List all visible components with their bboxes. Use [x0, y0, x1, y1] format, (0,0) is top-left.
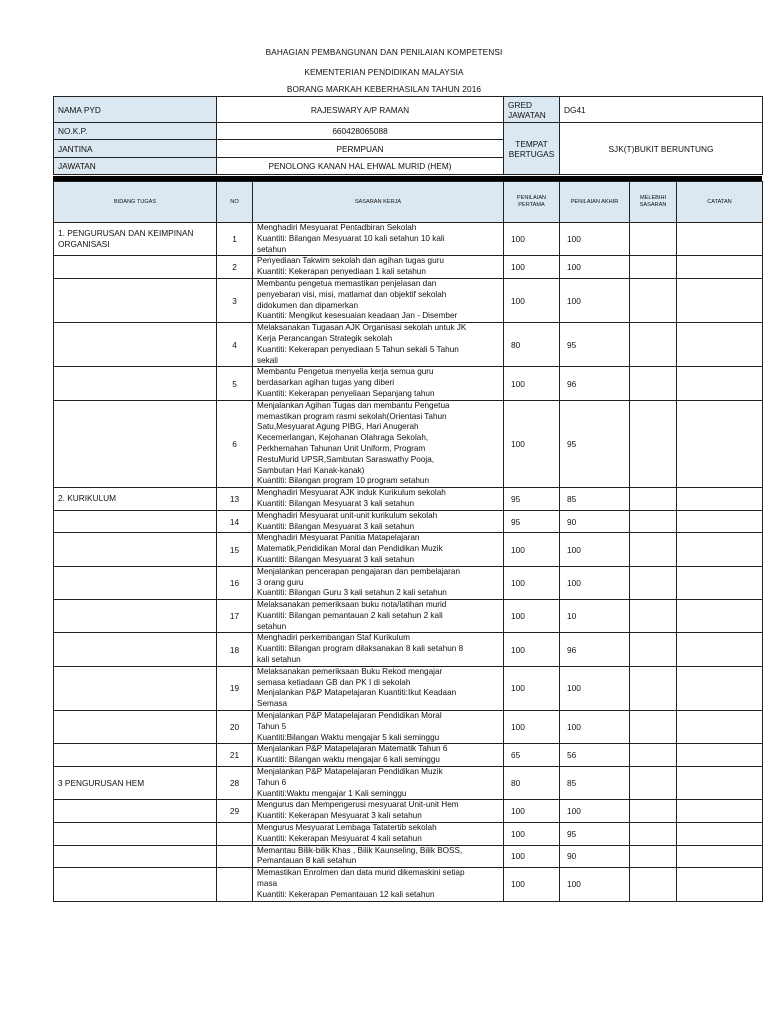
sasaran-line: RestuMurid UPSR,Sambutan Saraswathy Pooja, [257, 454, 435, 464]
bidang-tugas-cell [54, 367, 217, 400]
sasaran-line: Menjalankan P&P Matapelajaran Matematik Tahun 6 [257, 744, 448, 754]
penilaian-akhir-cell: 100 [560, 278, 630, 322]
sasaran-line: Memastikan Enrolmen dan data murid dikemaskini setiap [257, 868, 465, 878]
melebihi-sasaran-cell [630, 323, 677, 367]
row-no-cell [217, 823, 253, 846]
sasaran-line: Kerja Perancangan Strategik sekolah [257, 333, 393, 343]
sasaran-kerja-cell [253, 666, 504, 710]
sasaran-line: Menjalankan P&P Matapelajaran Kuantiti:Ikut Keadaan [257, 688, 457, 698]
sasaran-line: memastikan program rasmi sekolah(Orientasi Tahun [257, 411, 447, 421]
melebihi-sasaran-cell [630, 256, 677, 279]
sasaran-line: Kuantiti: Kekerapan penyeliaan Sepanjang tahun [257, 388, 435, 398]
row-no-cell: 18 [217, 633, 253, 666]
table-row [54, 566, 763, 599]
catatan-cell [677, 666, 763, 710]
penilaian-akhir-cell: 95 [560, 400, 630, 487]
melebihi-sasaran-cell [630, 223, 677, 256]
nama-value: RAJESWARY A/P RAMAN [217, 97, 504, 123]
tempat-value: SJK(T)BUKIT BERUNTUNG [560, 123, 763, 175]
sasaran-line: Melaksanakan pemeriksaan buku nota/latihan murid [257, 600, 447, 610]
catatan-cell [677, 600, 763, 633]
penilaian-akhir-cell: 85 [560, 488, 630, 511]
catatan-cell [677, 767, 763, 800]
row-no-cell: 2 [217, 256, 253, 279]
table-row [54, 223, 763, 256]
sasaran-line: berdasarkan agihan tugas yang diberi [257, 378, 395, 388]
row-no-cell: 14 [217, 510, 253, 533]
penilaian-akhir-cell: 95 [560, 323, 630, 367]
bidang-tugas-cell [54, 744, 217, 767]
bidang-tugas-cell [54, 845, 217, 868]
nokp-label: NO.K.P. [54, 123, 217, 140]
sasaran-line: Kuantiti: Kekerapan Mesyuarat 4 kali setahun [257, 833, 422, 843]
info-table [53, 96, 763, 175]
melebihi-sasaran-cell [630, 367, 677, 400]
sasaran-kerja-cell [253, 767, 504, 800]
col-sasaran: SASARAN KERJA [253, 182, 504, 223]
sasaran-kerja-cell [253, 600, 504, 633]
sasaran-kerja-cell [253, 845, 504, 868]
header-line-3: BORANG MARKAH KEBERHASILAN TAHUN 2016 [286, 84, 482, 94]
sasaran-line: Menjalankan P&P Matapelajaran Pendidikan Muzik [257, 767, 443, 777]
table-row [54, 633, 763, 666]
sasaran-kerja-cell [253, 868, 504, 901]
gred-value: DG41 [560, 97, 763, 123]
sasaran-line: Tahun 5 [257, 721, 287, 731]
row-no-cell: 19 [217, 666, 253, 710]
melebihi-sasaran-cell [630, 868, 677, 901]
sasaran-line: Perkhemahan Tahunan Unit Uniform, Program [257, 443, 426, 453]
sasaran-kerja-cell [253, 400, 504, 487]
penilaian-akhir-cell: 96 [560, 367, 630, 400]
penilaian-pertama-cell: 95 [504, 510, 560, 533]
penilaian-pertama-cell: 100 [504, 367, 560, 400]
penilaian-pertama-cell: 100 [504, 533, 560, 566]
penilaian-akhir-cell: 100 [560, 711, 630, 744]
sasaran-line: Pemantauan 8 kali setahun [257, 856, 357, 866]
penilaian-akhir-cell: 90 [560, 510, 630, 533]
row-no-cell [217, 845, 253, 868]
catatan-cell [677, 488, 763, 511]
bidang-tugas-cell [54, 566, 217, 599]
penilaian-pertama-cell: 95 [504, 488, 560, 511]
sasaran-line: Kuantiti: Kekerapan penyediaan 5 Tahun sekali 5 Tahun [257, 344, 459, 354]
penilaian-akhir-cell: 100 [560, 223, 630, 256]
penilaian-akhir-cell: 100 [560, 566, 630, 599]
penilaian-pertama-cell: 100 [504, 868, 560, 901]
sasaran-line: Menghadiri Mesyuarat Panitia Matapelajaran [257, 533, 420, 543]
penilaian-pertama-cell: 100 [504, 256, 560, 279]
sasaran-line: Kuantiti: Bilangan Mesyuarat 3 kali setahun [257, 498, 415, 508]
sasaran-line: Menghadiri perkembangan Staf Kurikulum [257, 633, 410, 643]
header-line-1: BAHAGIAN PEMBANGUNAN DAN PENILAIAN KOMPETENSI [265, 47, 503, 57]
sasaran-line: 3 orang guru [257, 577, 304, 587]
sasaran-line: Menjalankan Agihan Tugas dan membantu Pengetua [257, 400, 450, 410]
sasaran-line: Menghadiri Mesyuarat AJK induk Kurikulum sekolah [257, 488, 446, 498]
col-no: NO [217, 182, 253, 223]
penilaian-akhir-cell: 85 [560, 767, 630, 800]
row-no-cell: 29 [217, 800, 253, 823]
sasaran-kerja-cell [253, 488, 504, 511]
sasaran-line: penyebaran visi, misi, matlamat dan objektif sekolah [257, 289, 447, 299]
row-no-cell: 13 [217, 488, 253, 511]
gred-label: GRED JAWATAN [504, 97, 560, 123]
sasaran-line: didokumen dan dipamerkan [257, 300, 359, 310]
penilaian-akhir-cell: 10 [560, 600, 630, 633]
table-row [54, 744, 763, 767]
penilaian-pertama-cell: 100 [504, 800, 560, 823]
sasaran-line: Kuantiti:Waktu mengajar 1 Kali seminggu [257, 788, 407, 798]
penilaian-akhir-cell: 90 [560, 845, 630, 868]
sasaran-kerja-cell [253, 256, 504, 279]
catatan-cell [677, 823, 763, 846]
row-no-cell [217, 868, 253, 901]
col-catatan: CATATAN [677, 182, 763, 223]
sasaran-line: Tahun 6 [257, 777, 287, 787]
penilaian-pertama-cell: 100 [504, 711, 560, 744]
penilaian-pertama-cell: 80 [504, 323, 560, 367]
melebihi-sasaran-cell [630, 488, 677, 511]
sasaran-line: sekali [257, 355, 278, 365]
melebihi-sasaran-cell [630, 400, 677, 487]
penilaian-pertama-cell: 100 [504, 823, 560, 846]
bidang-tugas-cell [54, 510, 217, 533]
table-row [54, 367, 763, 400]
sasaran-line: Memantau Bilik-bilik Khas , Bilik Kaunseling, Bilik BOSS, [257, 845, 463, 855]
melebihi-sasaran-cell [630, 767, 677, 800]
sasaran-line: Kecemerlangan, Kejohanan Olahraga Sekolah, [257, 433, 429, 443]
jantina-value: PERMPUAN [217, 140, 504, 158]
melebihi-sasaran-cell [630, 533, 677, 566]
jawatan-label: JAWATAN [54, 158, 217, 175]
sasaran-line: Sambutan Hari Kanak-kanak) [257, 465, 365, 475]
bidang-tugas-cell [54, 400, 217, 487]
bidang-tugas-cell [54, 711, 217, 744]
row-no-cell: 4 [217, 323, 253, 367]
sasaran-line: Mengurus Mesyuarat Lembaga Tatatertib sekolah [257, 823, 437, 833]
sasaran-kerja-cell [253, 510, 504, 533]
table-row [54, 256, 763, 279]
bidang-tugas-cell [54, 666, 217, 710]
penilaian-akhir-cell: 56 [560, 744, 630, 767]
bidang-tugas-cell: 1. PENGURUSAN DAN KEIMPINAN ORGANISASI [54, 223, 217, 256]
sasaran-line: Penyediaan Takwim sekolah dan agihan tugas guru [257, 256, 444, 266]
catatan-cell [677, 633, 763, 666]
row-no-cell: 5 [217, 367, 253, 400]
row-no-cell: 1 [217, 223, 253, 256]
sasaran-line: Kuantiti: Kekerapan Mesyuarat 3 kali setahun [257, 811, 422, 821]
table-row [54, 666, 763, 710]
melebihi-sasaran-cell [630, 823, 677, 846]
sasaran-line: Kuantiti: Kekerapan penyediaan 1 kali setahun [257, 267, 426, 277]
bidang-tugas-cell [54, 800, 217, 823]
catatan-cell [677, 510, 763, 533]
catatan-cell [677, 533, 763, 566]
melebihi-sasaran-cell [630, 800, 677, 823]
catatan-cell [677, 711, 763, 744]
table-row [54, 767, 763, 800]
penilaian-akhir-cell: 100 [560, 256, 630, 279]
penilaian-pertama-cell: 100 [504, 845, 560, 868]
sasaran-line: Semasa [257, 699, 288, 709]
sasaran-line: kali setahun [257, 655, 301, 665]
melebihi-sasaran-cell [630, 278, 677, 322]
sasaran-line: Kuantiti: Bilangan Mesyuarat 3 kali setahun [257, 554, 415, 564]
sasaran-line: Menghadiri Mesyuarat Pentadbiran Sekolah [257, 223, 417, 232]
row-no-cell: 17 [217, 600, 253, 633]
table-row [54, 845, 763, 868]
catatan-cell [677, 566, 763, 599]
table-row [54, 868, 763, 901]
row-no-cell: 3 [217, 278, 253, 322]
bidang-tugas-cell [54, 256, 217, 279]
row-no-cell: 20 [217, 711, 253, 744]
catatan-cell [677, 868, 763, 901]
penilaian-pertama-cell: 100 [504, 223, 560, 256]
row-no-cell: 16 [217, 566, 253, 599]
penilaian-pertama-cell: 100 [504, 666, 560, 710]
sasaran-line: Melaksanakan Tugasan AJK Organisasi sekolah untuk JK [257, 323, 467, 333]
row-no-cell: 6 [217, 400, 253, 487]
melebihi-sasaran-cell [630, 845, 677, 868]
penilaian-pertama-cell: 100 [504, 278, 560, 322]
penilaian-pertama-cell: 100 [504, 400, 560, 487]
penilaian-pertama-cell: 65 [504, 744, 560, 767]
sasaran-kerja-cell [253, 566, 504, 599]
catatan-cell [677, 278, 763, 322]
tempat-label: TEMPAT BERTUGAS [504, 123, 560, 175]
catatan-cell [677, 367, 763, 400]
catatan-cell [677, 845, 763, 868]
catatan-cell [677, 223, 763, 256]
bidang-tugas-cell: 3 PENGURUSAN HEM [54, 767, 217, 800]
sasaran-line: Menghadiri Mesyuarat unit-unit kurikulum sekolah [257, 510, 438, 520]
sasaran-kerja-cell [253, 711, 504, 744]
sasaran-line: Kuantiti: Bilangan Mesyuarat 10 kali setahun 10 kali [257, 233, 445, 243]
row-no-cell: 28 [217, 767, 253, 800]
sasaran-line: Mengurus dan Mempengerusi mesyuarat Unit-unit Hem [257, 800, 459, 810]
sasaran-kerja-cell [253, 367, 504, 400]
catatan-cell [677, 800, 763, 823]
penilaian-pertama-cell: 80 [504, 767, 560, 800]
catatan-cell [677, 400, 763, 487]
sasaran-line: Membantu Pengetua menyelia kerja semua guru [257, 367, 434, 377]
bidang-tugas-cell [54, 323, 217, 367]
sasaran-line: Kuantiti: Kekerapan Pemantauan 12 kali setahun [257, 889, 435, 899]
sasaran-line: Kuantiti: Bilangan waktu mengajar 6 kali seminggu [257, 755, 440, 765]
sasaran-line: Kuantiti: Bilangan program 10 program setahun [257, 476, 430, 486]
table-row [54, 278, 763, 322]
sasaran-kerja-cell [253, 278, 504, 322]
col-pertama: PENILAIAN PERTAMA [504, 182, 560, 223]
sasaran-line: semasa ketiadaan GB dan PK I di sekolah [257, 677, 411, 687]
table-row [54, 323, 763, 367]
penilaian-akhir-cell: 100 [560, 868, 630, 901]
catatan-cell [677, 744, 763, 767]
penilaian-akhir-cell: 100 [560, 800, 630, 823]
header-line-2: KEMENTERIAN PENDIDIKAN MALAYSIA [304, 67, 464, 77]
bidang-tugas-cell [54, 278, 217, 322]
sasaran-kerja-cell [253, 533, 504, 566]
melebihi-sasaran-cell [630, 566, 677, 599]
sasaran-line: setahun [257, 621, 287, 631]
sasaran-line: Satu,Mesyuarat Agung PIBG, Hari Anugerah [257, 422, 419, 432]
sasaran-line: Kuantiti:Bilangan Waktu mengajar 5 kali seminggu [257, 732, 440, 742]
col-bidang: BIDANG TUGAS [54, 182, 217, 223]
table-row [54, 533, 763, 566]
sasaran-line: Melaksanakan pemeriksaan Buku Rekod mengajar [257, 666, 443, 676]
penilaian-akhir-cell: 100 [560, 533, 630, 566]
sasaran-line: Kuantiti: Bilangan pemantauan 2 kali setahun 2 kali [257, 610, 443, 620]
bidang-tugas-cell [54, 633, 217, 666]
sasaran-line: Kuantiti: Mengikut kesesuaian keadaan Jan - Disember [257, 311, 458, 321]
penilaian-pertama-cell: 100 [504, 600, 560, 633]
table-row [54, 600, 763, 633]
penilaian-akhir-cell: 95 [560, 823, 630, 846]
catatan-cell [677, 323, 763, 367]
nokp-value: 660428065088 [217, 123, 504, 140]
table-row [54, 800, 763, 823]
sasaran-kerja-cell [253, 223, 504, 256]
table-row [54, 510, 763, 533]
melebihi-sasaran-cell [630, 666, 677, 710]
sasaran-kerja-cell [253, 800, 504, 823]
table-row [54, 488, 763, 511]
sasaran-table [53, 181, 763, 902]
melebihi-sasaran-cell [630, 510, 677, 533]
col-akhir: PENILAIAN AKHIR [560, 182, 630, 223]
bidang-tugas-cell: 2. KURIKULUM [54, 488, 217, 511]
sasaran-line: setahun [257, 244, 287, 254]
sasaran-line: Kuantiti: Bilangan Guru 3 kali setahun 2 kali setahun [257, 588, 447, 598]
melebihi-sasaran-cell [630, 633, 677, 666]
sasaran-line: masa [257, 879, 278, 889]
penilaian-pertama-cell: 100 [504, 566, 560, 599]
row-no-cell: 15 [217, 533, 253, 566]
sasaran-line: Kuantiti: Bilangan program dilaksanakan 8 kali setahun 8 [257, 644, 464, 654]
bidang-tugas-cell [54, 823, 217, 846]
sasaran-line: Matematik,Pendidikan Moral dan Pendidikan Muzik [257, 544, 443, 554]
sasaran-kerja-cell [253, 744, 504, 767]
col-melebihi: MELEBIHI SASARAN [630, 182, 677, 223]
table-row [54, 823, 763, 846]
nama-label: NAMA PYD [54, 97, 217, 123]
table-row [54, 400, 763, 487]
penilaian-akhir-cell: 96 [560, 633, 630, 666]
row-no-cell: 21 [217, 744, 253, 767]
melebihi-sasaran-cell [630, 744, 677, 767]
sasaran-line: Menjalankan P&P Matapelajaran Pendidikan Moral [257, 711, 442, 721]
melebihi-sasaran-cell [630, 711, 677, 744]
sasaran-kerja-cell [253, 823, 504, 846]
jantina-label: JANTINA [54, 140, 217, 158]
sasaran-line: Kuantiti: Bilangan Mesyuarat 3 kali setahun [257, 521, 415, 531]
bidang-tugas-cell [54, 868, 217, 901]
jawatan-value: PENOLONG KANAN HAL EHWAL MURID (HEM) [217, 158, 504, 175]
sasaran-line: Menjalankan pencerapan pengajaran dan pembelajaran [257, 566, 461, 576]
table-row [54, 711, 763, 744]
catatan-cell [677, 256, 763, 279]
bidang-tugas-cell [54, 533, 217, 566]
sasaran-kerja-cell [253, 633, 504, 666]
penilaian-akhir-cell: 100 [560, 666, 630, 710]
melebihi-sasaran-cell [630, 600, 677, 633]
bidang-tugas-cell [54, 600, 217, 633]
sasaran-line: Membantu pengetua memastikan penjelasan dan [257, 278, 437, 288]
sasaran-kerja-cell [253, 323, 504, 367]
penilaian-pertama-cell: 100 [504, 633, 560, 666]
